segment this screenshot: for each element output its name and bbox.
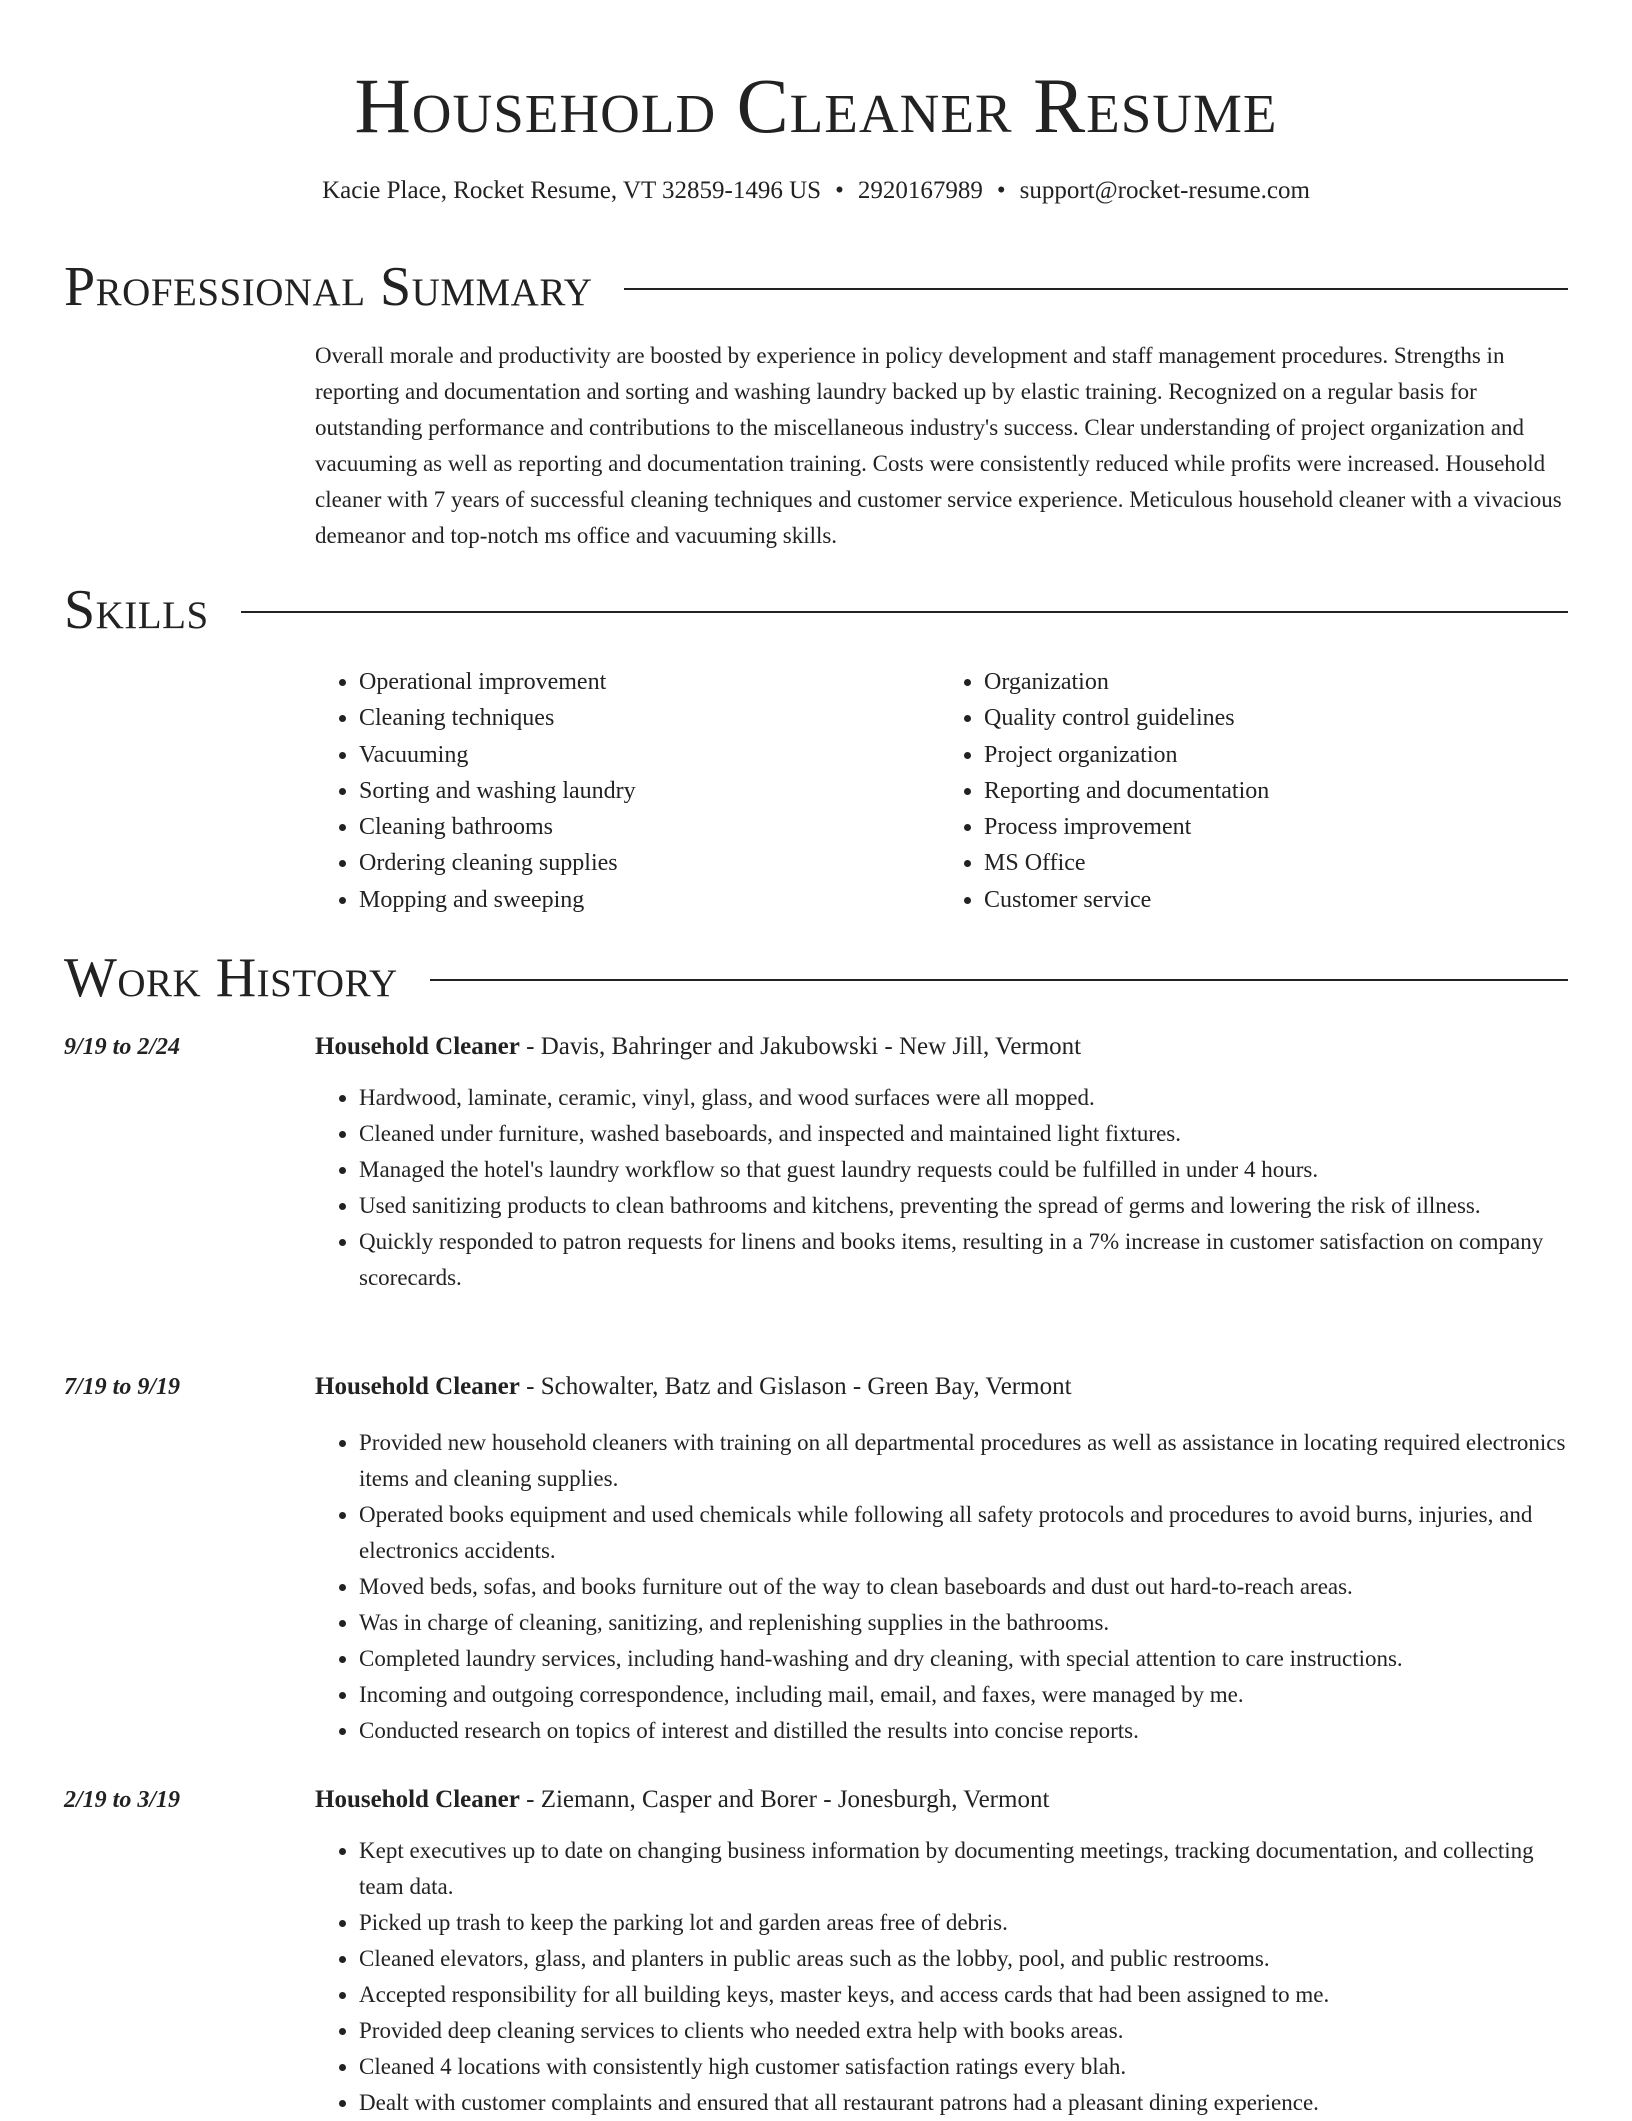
skill-item: • Customer service [984, 882, 1565, 918]
skill-item: • Reporting and documentation [984, 773, 1565, 809]
job-bullet: • Cleaned 4 locations with consistently high customer satisfaction ratings every blah. [359, 2049, 1570, 2085]
skills-list [315, 664, 1565, 918]
skill-item: • Ordering cleaning supplies [359, 845, 940, 881]
job-bullet: • Dealt with customer complaints and ensured that all restaurant patrons had a pleasant dining experience. [359, 2085, 1570, 2121]
job-bullets [315, 1080, 1570, 1296]
job-bullet: • Kept executives up to date on changing business information by documenting meetings, tracking documentation, and collecting team data. [359, 1833, 1570, 1905]
skill-item: • Operational improvement [359, 664, 940, 700]
skill-item: • Quality control guidelines [984, 700, 1565, 736]
skill-item: • Mopping and sweeping [359, 882, 940, 918]
job-bullet: • Moved beds, sofas, and books furniture out of the way to clean baseboards and dust out hard-to-reach areas. [359, 1569, 1570, 1605]
job-heading [315, 1030, 1081, 1064]
contact-line [0, 174, 1632, 208]
skill-item: • Organization [984, 664, 1565, 700]
job-bullets [315, 1833, 1570, 2121]
skills-column-left [315, 664, 940, 918]
section-title: Professional Summary [64, 256, 593, 318]
section-divider [430, 979, 1568, 981]
job-bullet: • Provided deep cleaning services to clients who needed extra help with books areas. [359, 2013, 1570, 2049]
contact-address: Kacie Place, Rocket Resume, VT 32859-1496 US [322, 177, 822, 204]
contact-email: support@rocket-resume.com [1019, 177, 1310, 204]
job-bullet: • Cleaned elevators, glass, and planters in public areas such as the lobby, pool, and public restrooms. [359, 1941, 1570, 1977]
job-employer: - Davis, Bahringer and Jakubowski - New Jill, Vermont [519, 1033, 1082, 1060]
section-divider [624, 288, 1568, 290]
job-heading [315, 1370, 1072, 1404]
skills-heading [64, 578, 1568, 642]
job-bullet: • Was in charge of cleaning, sanitizing, and replenishing supplies in the bathrooms. [359, 1605, 1570, 1641]
skills-column-right [940, 664, 1565, 918]
job-bullet: • Quickly responded to patron requests for linens and books items, resulting in a 7% increase in customer satisfaction on company scorecards. [359, 1224, 1570, 1296]
section-divider [241, 611, 1568, 613]
job-employer: - Ziemann, Casper and Borer - Jonesburgh, Vermont [519, 1786, 1050, 1813]
job-heading [315, 1783, 1049, 1817]
job-bullet: • Provided new household cleaners with training on all departmental procedures as well as assistance in locating required electronics items and cleaning supplies. [359, 1425, 1570, 1497]
section-title: Skills [64, 579, 209, 641]
job-role: Household Cleaner [315, 1373, 520, 1400]
job-bullet: • Cleaned under furniture, washed baseboards, and inspected and maintained light fixtures. [359, 1116, 1570, 1152]
skill-item: • Cleaning techniques [359, 700, 940, 736]
job-dates: 7/19 to 9/19 [64, 1374, 181, 1400]
skill-item: • Cleaning bathrooms [359, 809, 940, 845]
job-bullets [315, 1425, 1570, 1749]
contact-separator: • [835, 177, 844, 204]
contact-separator: • [996, 177, 1006, 204]
job-bullet: • Conducted research on topics of interest and distilled the results into concise reports. [359, 1713, 1570, 1749]
skill-item: • Process improvement [984, 809, 1565, 845]
skill-item: • Vacuuming [359, 737, 940, 773]
job-bullet: • Picked up trash to keep the parking lot and garden areas free of debris. [359, 1905, 1570, 1941]
job-bullet: • Incoming and outgoing correspondence, including mail, email, and faxes, were managed by me. [359, 1677, 1570, 1713]
job-bullet: • Completed laundry services, including hand-washing and dry cleaning, with special attention to care instructions. [359, 1641, 1570, 1677]
job-role: Household Cleaner [315, 1033, 520, 1060]
job-bullet: • Operated books equipment and used chemicals while following all safety protocols and procedures to avoid burns, injuries, and electronics accidents. [359, 1497, 1570, 1569]
skill-item: • MS Office [984, 845, 1565, 881]
summary-text: Overall morale and productivity are boosted by experience in policy development and staff management procedures. Strengths in reporting and documentation and sorting and washing laundry backed up by elastic training. Recognized on a regular basis for outstanding performance and contributions to the miscellaneous industry's success. Clear understanding of project organization and vacuuming as well as reporting and documentation training. Costs were consistently reduced while profits were increased. Household cleaner with 7 years of successful cleaning techniques and customer service experience. Meticulous household cleaner with a vivacious demeanor and top-notch ms office and vacuuming skills. [315, 343, 1562, 548]
job-role: Household Cleaner [315, 1786, 520, 1813]
job-bullet: • Accepted responsibility for all building keys, master keys, and access cards that had been assigned to me. [359, 1977, 1570, 2013]
contact-phone: 2920167989 [857, 177, 983, 204]
professional-summary-heading [64, 255, 1568, 319]
job-bullet: • Managed the hotel's laundry workflow so that guest laundry requests could be fulfilled in under 4 hours. [359, 1152, 1570, 1188]
skill-item: • Sorting and washing laundry [359, 773, 940, 809]
job-dates: 9/19 to 2/24 [64, 1034, 181, 1060]
job-dates: 2/19 to 3/19 [64, 1787, 181, 1813]
work-history-heading [64, 946, 1568, 1010]
job-employer: - Schowalter, Batz and Gislason - Green Bay, Vermont [519, 1373, 1072, 1400]
job-bullet: • Used sanitizing products to clean bathrooms and kitchens, preventing the spread of germs and lowering the risk of illness. [359, 1188, 1570, 1224]
skill-item: • Project organization [984, 737, 1565, 773]
job-bullet: • Hardwood, laminate, ceramic, vinyl, glass, and wood surfaces were all mopped. [359, 1080, 1570, 1116]
resume-title: Household Cleaner Resume [354, 62, 1278, 149]
section-title: Work History [64, 947, 398, 1009]
